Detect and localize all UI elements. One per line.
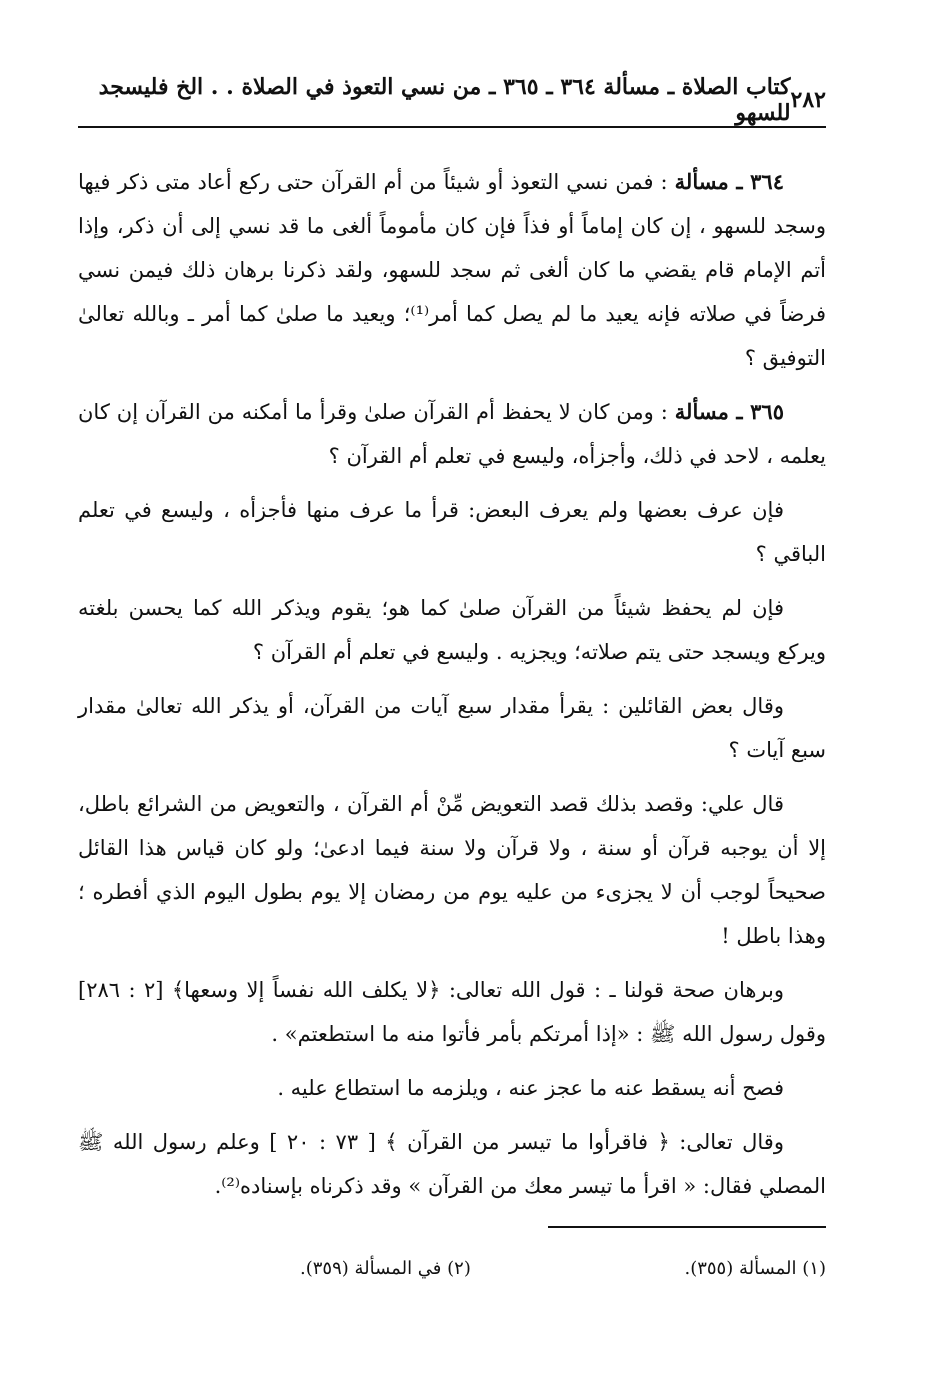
footnote-rule [548,1226,826,1228]
paragraph: فإن عرف بعضها ولم يعرف البعض: قرأ ما عرف منها فأجزأه ، وليسع في تعلم الباقي ؟ [78,498,826,566]
running-title: كتاب الصلاة ـ مسألة ٣٦٤ ـ ٣٦٥ ـ من نسي التعوذ في الصلاة . . الخ فليسجد للسهو [98,74,791,126]
page-number: ٢٨٢ [790,87,826,113]
paragraph: فإن لم يحفظ شيئاً من القرآن صلىٰ كما هو؛ يقوم ويذكر الله كما يحسن بلغته ويركع ويسجد حتى يتم صلاته؛ ويجزيه . وليسع في تعلم أم القرآن ؟ [78,596,826,664]
paragraph: فصح أنه يسقط عنه ما عجز عنه ، ويلزمه ما استطاع عليه . [277,1076,784,1100]
footnote-2: (٢) في المسألة (٣٥٩). [300,1258,471,1279]
footnote-1: (١) المسألة (٣٥٥). [684,1258,826,1279]
paragraph-issue-365 [78,390,826,478]
paragraph: قال علي: وقصد بذلك قصد التعويض مِّنْ أم القرآن ، والتعويض من الشرائع باطل، إلا أن يوجبه قرآن أو سنة ، ولا قرآن ولا سنة فيما ادعىٰ؛ ولو كان قياس هذا القائل صحيحاً لوجب أن لا يجزىء من عليه يوم من رمضان إلا يوم بطول اليوم الذي أفطره ؛ وهذا باطل ! [78,792,826,948]
paragraph: وبرهان صحة قولنا ـ : قول الله تعالى: ﴿لا يكلف الله نفساً إلا وسعها﴾ [٢ : ٢٨٦] وقول رسول الله ﷺ : «إذا أمرتكم بأمر فأتوا منه ما استطعتم» . [78,978,826,1046]
paragraph: وقال بعض القائلين : يقرأ مقدار سبع آيات من القرآن، أو يذكر الله تعالىٰ مقدار سبع آيات ؟ [78,694,826,762]
paragraph-text: : فمن نسي التعوذ أو شيئاً من أم القرآن حتى ركع أعاد متى ذكر فيها وسجد للسهو ، إن كان إماماً أو فذاً فإن كان مأموماً ألغى ما قد نسي إلى أن ذكر، وإذا أتم الإمام قام يقضي ما كان ألغى ثم سجد للسهو، ولقد ذكرنا برهان ذلك فيمن نسي فرضاً في صلاته فإنه يعيد ما لم يصل كما أمر⁽¹⁾؛ ويعيد ما صلىٰ كما أمر ـ وبالله تعالىٰ التوفيق ؟ [78,170,826,370]
issue-number-365: ٣٦٥ ـ مسألة [674,399,784,424]
issue-number-364: ٣٦٤ ـ مسألة [674,169,784,194]
header-rule [78,126,826,128]
running-header [80,74,826,126]
main-text [78,160,826,1218]
footnotes [300,1258,826,1279]
paragraph-issue-364 [78,160,826,380]
paragraph: وقال تعالى: ﴿ فاقرأوا ما تيسر من القرآن ﴾ [ ٧٣ : ٢٠ ] وعلم رسول الله ﷺ المصلي فقال: « اقرأ ما تيسر معك من القرآن » وقد ذكرناه بإسناده⁽²⁾. [78,1130,826,1198]
paragraph-text: : ومن كان لا يحفظ أم القرآن صلىٰ وقرأ ما أمكنه من القرآن إن كان يعلمه ، لاحد في ذلك، وأجزأه، وليسع في تعلم أم القرآن ؟ [78,400,826,468]
